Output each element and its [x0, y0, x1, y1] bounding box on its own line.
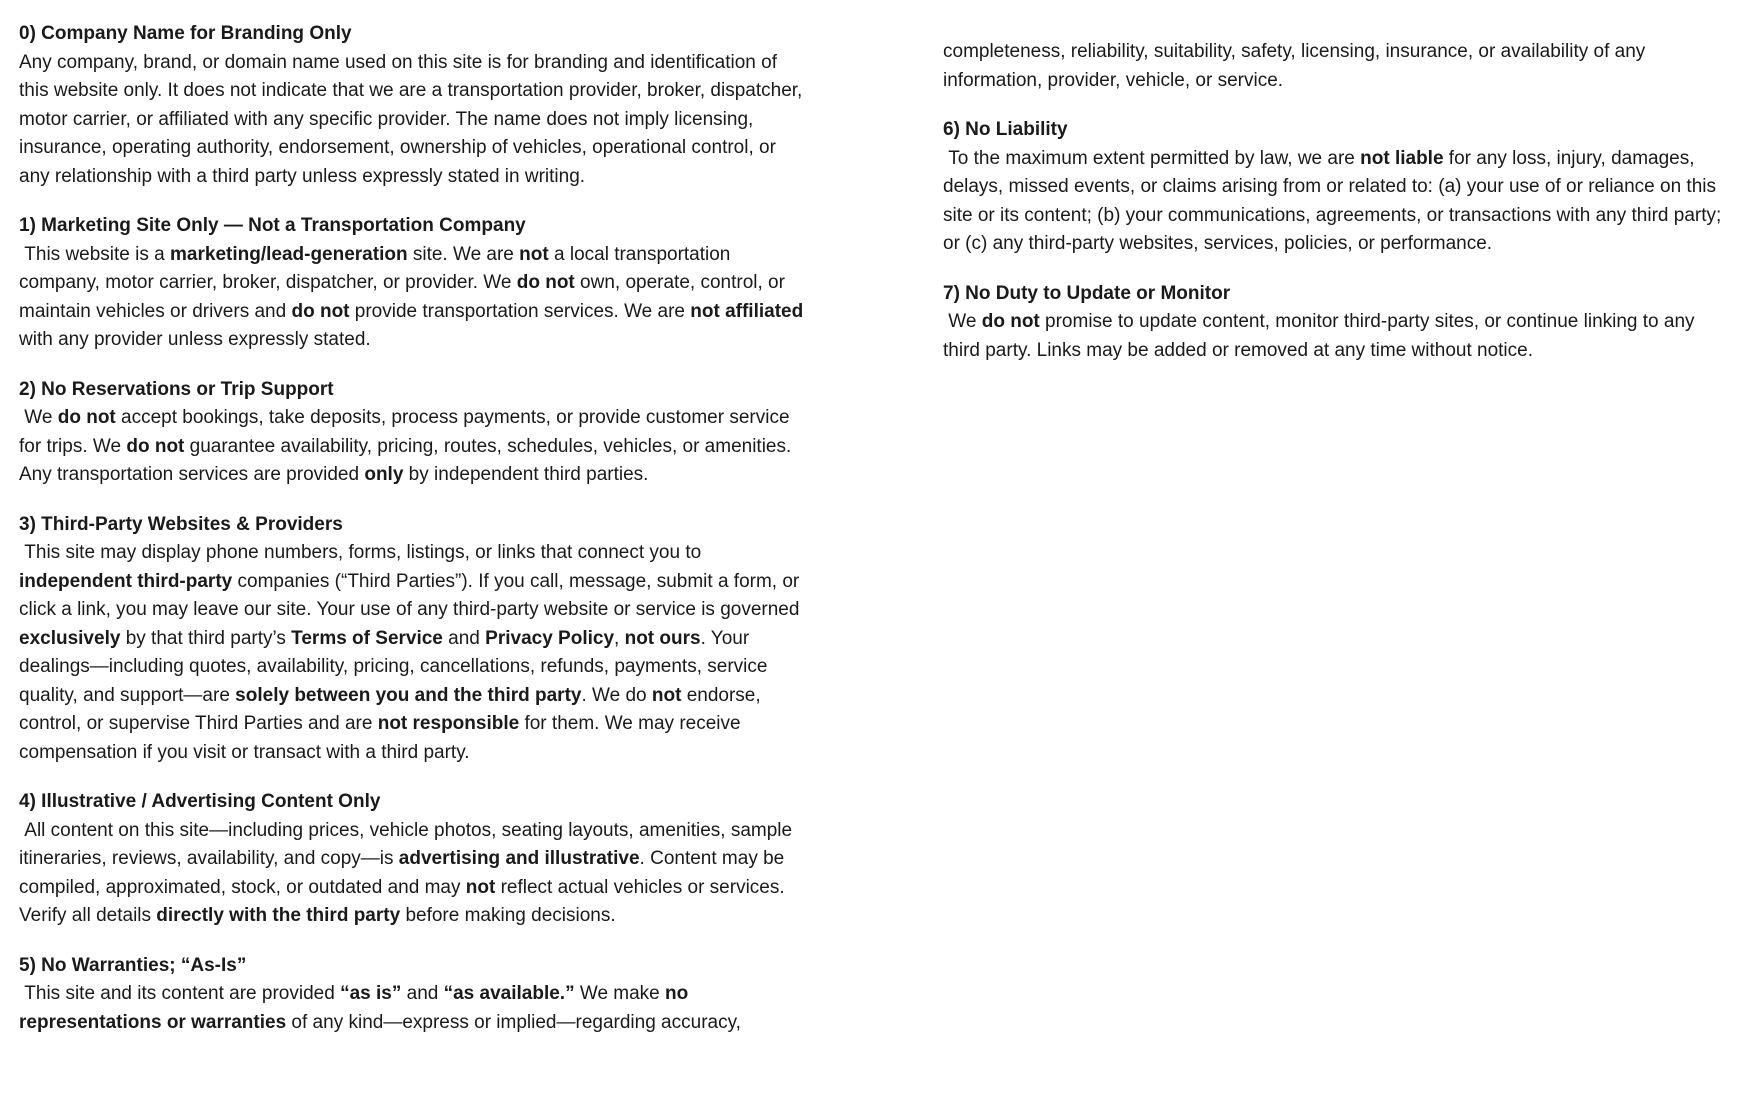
- section-right-1: [943, 116, 1734, 259]
- text-run: and: [442, 627, 486, 649]
- text-run: not liable: [1360, 147, 1444, 169]
- text-run: “as available.”: [443, 983, 575, 1004]
- section-body: [19, 980, 810, 1037]
- text-run: Terms of Service: [291, 627, 443, 649]
- section-body: [19, 539, 810, 767]
- section-heading: 6) No Liability: [943, 119, 1068, 140]
- text-run: before making decisions.: [400, 905, 616, 926]
- section-body: [19, 817, 810, 931]
- text-run: directly with the third party: [156, 905, 401, 926]
- text-run: no representations or warranties: [19, 983, 694, 1033]
- text-run: own, operate, control, or maintain vehicles or drivers and: [19, 272, 791, 322]
- text-run: not ours: [624, 627, 701, 649]
- section-body: [19, 241, 810, 355]
- text-run: do not: [981, 311, 1040, 332]
- text-run: marketing/lead-generation: [170, 243, 408, 265]
- text-run: advertising and illustrative: [398, 848, 640, 869]
- text-run: This website is a: [19, 243, 171, 265]
- text-run: not: [465, 876, 496, 898]
- text-run: ,: [614, 627, 625, 649]
- text-run: not: [519, 243, 549, 265]
- text-run: independent third-party: [19, 570, 233, 592]
- text-run: . Your dealings—including quotes, availability, pricing, cancellations, refunds, payments, service quality, and support—are: [19, 627, 773, 706]
- section-heading: 1) Marketing Site Only — Not a Transportation Company: [19, 215, 526, 236]
- section-left-5: [19, 952, 810, 1038]
- text-run: companies (“Third Parties”). If you call, message, submit a form, or click a link, you may leave our site. Your use of any third-party website or service is governed: [19, 570, 805, 620]
- text-run: provide transportation services. We are: [349, 300, 691, 322]
- text-run: We: [19, 407, 58, 428]
- section-left-4: [19, 788, 810, 931]
- text-run: We make: [574, 983, 666, 1004]
- text-run: To the maximum extent permitted by law, we are: [943, 147, 1361, 169]
- section-heading: 2) No Reservations or Trip Support: [19, 378, 334, 400]
- text-run: a local transportation company, motor carrier, broker, dispatcher, or provider. We: [19, 243, 736, 293]
- text-run: and: [401, 983, 444, 1004]
- text-run: accept bookings, take deposits, process payments, or provide customer service for trips. We: [19, 407, 795, 457]
- text-run: This site and its content are provided: [19, 983, 341, 1004]
- text-run: Privacy Policy: [485, 627, 615, 649]
- text-run: “as is”: [340, 983, 402, 1004]
- text-run: by independent third parties.: [403, 464, 649, 485]
- text-run: for them. We may receive compensation if you visit or transact with a third party.: [19, 713, 746, 763]
- section-heading: 4) Illustrative / Advertising Content Only: [19, 791, 381, 812]
- text-run: Any company, brand, or domain name used on this site is for branding and identification of this website only. It does not indicate that we are a transportation provider, broker, dispatcher, motor carrier, or affiliated with any specific provider. The name does not imply licensing, insurance, operating authority, endorsement, ownership of vehicles, operational control, or any relationship with a third party unless expressly stated in writing.: [19, 51, 808, 187]
- section-right-2: [943, 280, 1734, 366]
- text-run: . We do: [581, 684, 652, 706]
- text-run: only: [364, 464, 404, 485]
- text-run: do not: [291, 300, 350, 322]
- section-left-0: [19, 20, 810, 191]
- section-heading: 0) Company Name for Branding Only: [19, 23, 352, 44]
- section-heading: 3) Third-Party Websites & Providers: [19, 513, 343, 535]
- section-body: [19, 49, 810, 192]
- text-run: site. We are: [407, 243, 520, 265]
- text-run: do not: [126, 435, 185, 457]
- column-right: [943, 20, 1734, 365]
- text-run: completeness, reliability, suitability, safety, licensing, insurance, or availability of any information, provider, vehicle, or service.: [943, 41, 1651, 91]
- text-run: exclusively: [19, 627, 121, 649]
- section-right-0: [943, 38, 1734, 95]
- text-run: . Content may be compiled, approximated, stock, or outdated and may: [19, 848, 790, 898]
- section-body: [943, 308, 1734, 365]
- column-left: [19, 20, 810, 1037]
- text-run: This site may display phone numbers, forms, listings, or links that connect you to: [19, 542, 707, 563]
- text-run: solely between you and the third party: [235, 684, 582, 706]
- section-body: [943, 145, 1734, 259]
- section-body-continuation: [943, 38, 1734, 95]
- section-left-3: [19, 511, 810, 768]
- text-run: not affiliated: [690, 300, 804, 322]
- text-run: endorse, control, or supervise Third Parties and are: [19, 684, 766, 734]
- text-run: We: [943, 311, 982, 332]
- text-run: not: [651, 684, 682, 706]
- text-run: guarantee availability, pricing, routes, schedules, vehicles, or amenities. Any transportation services are provided: [19, 435, 796, 485]
- text-run: do not: [57, 407, 116, 428]
- section-left-1: [19, 212, 810, 355]
- text-run: do not: [516, 272, 575, 293]
- text-run: promise to update content, monitor third-party sites, or continue linking to any third party. Links may be added or removed at any time without notice.: [943, 311, 1700, 361]
- section-left-2: [19, 376, 810, 490]
- text-run: All content on this site—including prices, vehicle photos, seating layouts, amenities, sample itineraries, reviews, availability, and copy—is: [19, 819, 798, 869]
- section-heading: 5) No Warranties; “As-Is”: [19, 954, 247, 976]
- text-run: not responsible: [377, 713, 520, 734]
- section-heading: 7) No Duty to Update or Monitor: [943, 282, 1231, 304]
- text-run: by that third party’s: [120, 627, 292, 649]
- text-run: with any provider unless expressly stated.: [19, 300, 809, 350]
- text-run: of any kind—express or implied—regarding accuracy,: [286, 1011, 741, 1033]
- section-body: [19, 404, 810, 490]
- text-run: reflect actual vehicles or services. Verify all details: [19, 876, 790, 926]
- text-run: for any loss, injury, damages, delays, missed events, or claims arising from or related to: (a) your use of or reliance on this site or its content; (b) your communications, agreements, or transactions with any third party; or (c) any third-party websites, services, policies, or performance.: [943, 147, 1727, 254]
